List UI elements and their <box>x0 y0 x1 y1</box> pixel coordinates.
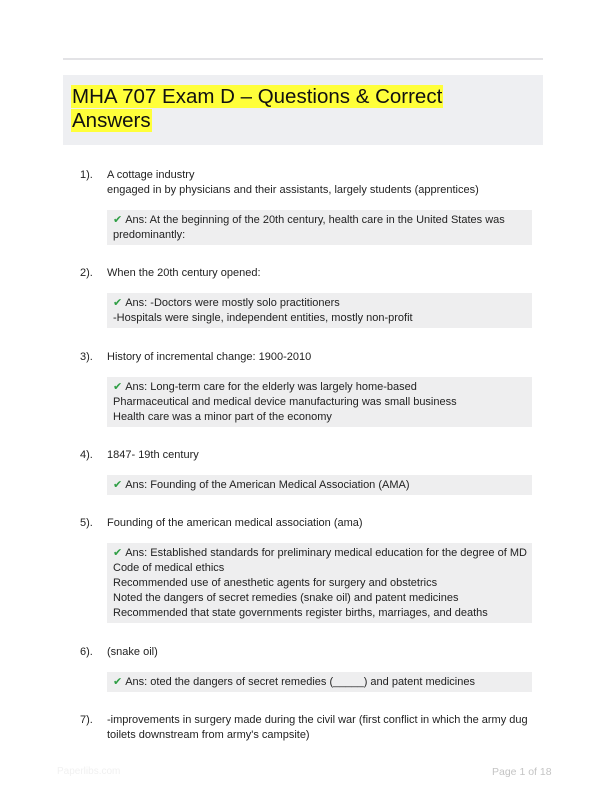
answer-text: Ans: Established standards for preliminary medical education for the degree of MD Code of medical ethics Recommended use of anesthetic agents for surgery and obstetrics Noted the dangers of secret remedies (snake oil) and patent medicines Recommended that state governments register births, marriages, and deaths <box>113 547 527 619</box>
question-3 <box>80 350 540 427</box>
question-1 <box>80 168 540 245</box>
page-title: MHA 707 Exam D – Questions & Correct Answers <box>72 85 443 132</box>
question-2 <box>80 266 540 328</box>
question-6 <box>80 645 540 692</box>
question-number: 7). <box>80 714 93 726</box>
question-number: 5). <box>80 517 93 529</box>
question-4 <box>80 448 540 495</box>
answer-text: Ans: oted the dangers of secret remedies (_____) and patent medicines <box>125 676 475 688</box>
question-text: History of incremental change: 1900-2010 <box>107 351 312 363</box>
question-text: Founding of the american medical association (ama) <box>107 517 363 529</box>
checkmark-icon: ✔ <box>113 546 123 559</box>
question-text: -improvements in surgery made during the civil war (first conflict in which the army dug toilets downstream from army's campsite) <box>107 714 528 741</box>
question-5 <box>80 516 540 623</box>
answer-box <box>107 377 532 427</box>
question-text: 1847- 19th century <box>107 449 199 461</box>
answer-text: Ans: Long-term care for the elderly was largely home-based Pharmaceutical and medical device manufacturing was small business Health care was a minor part of the economy <box>113 381 457 423</box>
question-number: 4). <box>80 449 93 461</box>
question-text: A cottage industry engaged in by physicians and their assistants, largely students (apprentices) <box>107 169 479 196</box>
answer-box <box>107 475 532 495</box>
checkmark-icon: ✔ <box>113 380 123 393</box>
answer-box <box>107 293 532 328</box>
answer-box <box>107 672 532 692</box>
answer-box <box>107 543 532 623</box>
question-text: (snake oil) <box>107 646 158 658</box>
checkmark-icon: ✔ <box>113 675 123 688</box>
answer-text: Ans: At the beginning of the 20th century, health care in the United States was predominantly: <box>113 214 505 241</box>
answer-text: Ans: Founding of the American Medical Association (AMA) <box>125 479 410 491</box>
top-divider <box>63 58 543 60</box>
question-number: 2). <box>80 267 93 279</box>
question-text: When the 20th century opened: <box>107 267 261 279</box>
answer-box <box>107 210 532 245</box>
footer-watermark: Paperlibs.com <box>57 766 121 777</box>
checkmark-icon: ✔ <box>113 478 123 491</box>
question-number: 1). <box>80 169 93 181</box>
checkmark-icon: ✔ <box>113 296 123 309</box>
question-7 <box>80 713 540 743</box>
question-number: 3). <box>80 351 93 363</box>
checkmark-icon: ✔ <box>113 213 123 226</box>
answer-text: Ans: -Doctors were mostly solo practitioners -Hospitals were single, independent entities, mostly non-profit <box>113 297 413 324</box>
question-number: 6). <box>80 646 93 658</box>
title-banner <box>63 75 543 145</box>
page-indicator: Page 1 of 18 <box>492 766 552 778</box>
